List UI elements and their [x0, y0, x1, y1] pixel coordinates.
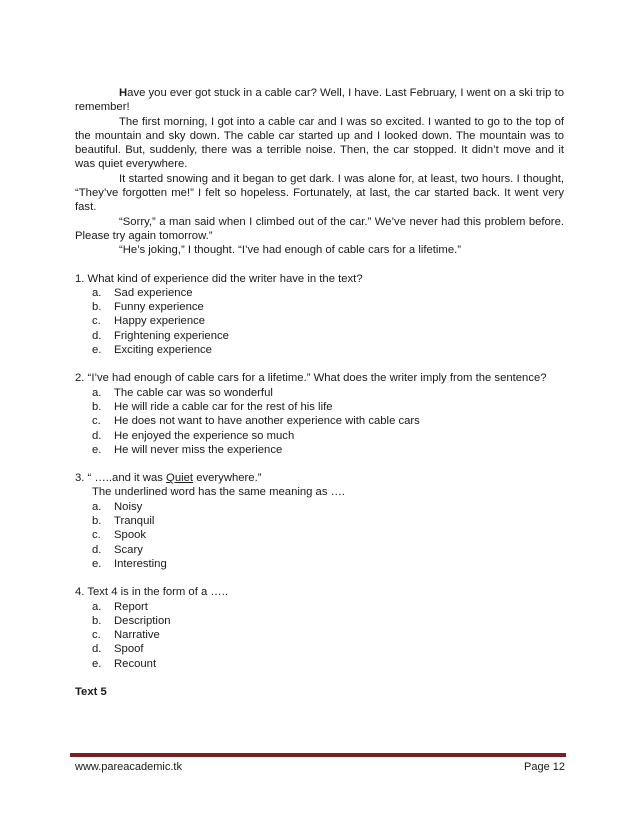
option-item [92, 443, 564, 457]
passage-paragraph-2: The first morning, I got into a cable car and I was so excited. I wanted to go to the top of the mountain and sky down. The cable car started up and I looked down. The mountain was to beautiful. But, suddenly, there was a terrible noise. Then, the car stopped. It didn’t move and it was quiet everywhere. [75, 115, 564, 171]
option-letter: e. [92, 657, 102, 670]
option-letter: b. [92, 301, 102, 314]
option-item [92, 657, 564, 671]
question-3-text-after: everywhere.” [193, 472, 262, 485]
question-2 [75, 371, 564, 457]
passage-paragraph-1 [75, 86, 564, 115]
option-text: Narrative [114, 629, 160, 642]
option-text: Noisy [114, 500, 143, 513]
option-letter: e. [92, 344, 102, 357]
passage-paragraph-3: It started snowing and it began to get dark. I was alone for, at least, two hours. I thought, “They’ve forgotten me!” I felt so hopeless. Fortunately, at last, the car started back. It went very fast. [75, 172, 564, 214]
document-body [75, 86, 564, 711]
option-text: The cable car was so wonderful [114, 386, 273, 399]
question-2-options [75, 386, 564, 457]
option-item [92, 557, 564, 571]
option-text: Scary [114, 543, 143, 556]
underlined-word: Quiet [166, 472, 194, 485]
drop-cap-letter: H [119, 87, 128, 99]
question-1-text: 1. What kind of experience did the writer have in the text? [75, 272, 363, 285]
question-3-text-before: 3. “ …..and it was [75, 472, 167, 485]
option-text: He will never miss the experience [114, 443, 283, 456]
option-item [92, 386, 564, 400]
option-text: Recount [114, 657, 157, 670]
option-text: He enjoyed the experience so much [114, 429, 295, 442]
option-letter: b. [92, 614, 102, 627]
option-letter: a. [92, 500, 102, 513]
option-item [92, 400, 564, 414]
option-item [92, 329, 564, 343]
option-letter: a. [92, 600, 102, 613]
question-3-text [75, 471, 564, 485]
footer-divider [70, 753, 566, 757]
option-item [92, 528, 564, 542]
next-section-heading: Text 5 [75, 685, 107, 698]
option-text: Happy experience [114, 315, 206, 328]
option-item [92, 614, 564, 628]
question-1 [75, 272, 564, 358]
option-item [92, 286, 564, 300]
option-text: Sad experience [114, 286, 193, 299]
option-text: Funny experience [114, 301, 204, 314]
option-text: Description [114, 614, 171, 627]
option-letter: e. [92, 443, 102, 456]
question-1-options [75, 286, 564, 357]
option-text: Spoof [114, 643, 144, 656]
passage-paragraph-4: “Sorry,” a man said when I climbed out of the car.” We’ve never had this problem before. Please try again tomorrow.” [75, 215, 564, 242]
option-letter: d. [92, 329, 102, 342]
question-2-text: 2. “I’ve had enough of cable cars for a lifetime.” What does the writer imply from the sentence? [75, 372, 547, 385]
question-4-options [75, 600, 564, 671]
option-item [92, 343, 564, 357]
option-item [92, 414, 564, 428]
option-item [92, 628, 564, 642]
option-letter: d. [92, 643, 102, 656]
option-item [92, 514, 564, 528]
question-4 [75, 585, 564, 671]
footer-page-number: Page 12 [524, 761, 565, 773]
option-item [92, 429, 564, 443]
option-letter: e. [92, 557, 102, 570]
option-item [92, 314, 564, 328]
question-4-text: 4. Text 4 is in the form of a ….. [75, 586, 228, 599]
question-3 [75, 471, 564, 571]
question-3-options [75, 500, 564, 571]
option-letter: b. [92, 515, 102, 528]
paragraph-1-text: ave you ever got stuck in a cable car? Well, I have. Last February, I went on a ski trip to remember! [75, 87, 564, 114]
option-text: He will ride a cable car for the rest of his life [114, 400, 333, 413]
option-item [92, 642, 564, 656]
option-letter: d. [92, 543, 102, 556]
option-letter: a. [92, 286, 102, 299]
option-letter: d. [92, 429, 102, 442]
option-item [92, 600, 564, 614]
question-3-subtext: The underlined word has the same meaning as …. [92, 486, 346, 499]
option-text: Exciting experience [114, 344, 212, 357]
passage-paragraph-5: “He’s joking,” I thought. “I’ve had enough of cable cars for a lifetime.” [119, 244, 462, 257]
option-letter: a. [92, 386, 102, 399]
option-letter: c. [92, 315, 101, 328]
option-letter: c. [92, 415, 101, 428]
option-text: Report [114, 600, 148, 613]
option-text: Tranquil [114, 515, 155, 528]
option-item [92, 300, 564, 314]
option-letter: b. [92, 400, 102, 413]
footer-website: www.pareacademic.tk [75, 761, 182, 773]
option-letter: c. [92, 629, 101, 642]
option-text: Spook [114, 529, 147, 542]
option-text: Frightening experience [114, 329, 229, 342]
option-item [92, 500, 564, 514]
option-text: He does not want to have another experience with cable cars [114, 415, 420, 428]
option-letter: c. [92, 529, 101, 542]
option-item [92, 543, 564, 557]
option-text: Interesting [114, 557, 167, 570]
